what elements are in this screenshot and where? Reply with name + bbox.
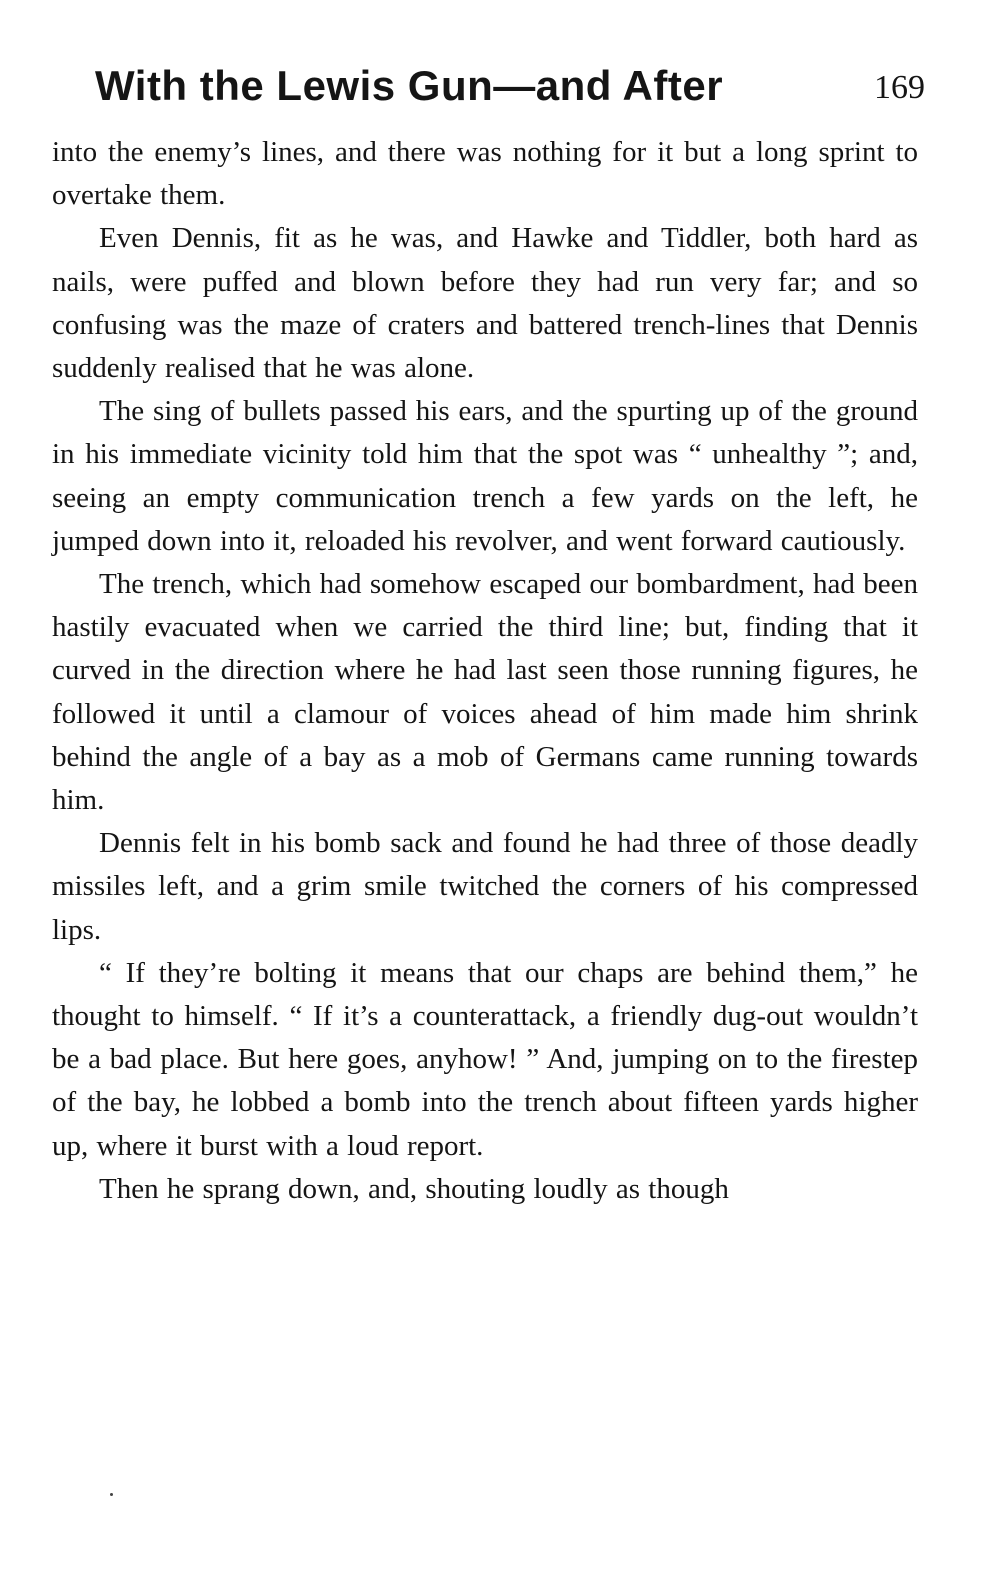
page-number: 169 (874, 69, 925, 106)
body-text (52, 131, 918, 1211)
ink-speck (110, 1493, 113, 1496)
paragraph: The sing of bullets passed his ears, and the spurting up of the ground in his immediate vicinity told him that the spot was “ unhealthy ”; and, seeing an empty communication trench a few yards on the left, he jumped down into it, reloaded his revolver, and went forward cautiously. (52, 395, 918, 557)
paragraph-last: Then he sprang down, and, shouting loudly as though (99, 1172, 729, 1205)
paragraph-continued: into the enemy’s lines, and there was nothing for it but a long sprint to overtake them. (52, 136, 918, 212)
paragraph: The trench, which had somehow escaped our bombardment, had been hastily evacuated when we carried the third line; but, finding that it curved in the direction where he had last seen those running figures, he followed it until a clamour of voices ahead of him made him shrink behind the angle of a bay as a mob of Germans came running towards him. (52, 568, 918, 817)
paragraph: Dennis felt in his bomb sack and found he had three of those deadly missiles left, and a grim smile twitched the corners of his compressed lips. (52, 827, 918, 946)
paragraph: Even Dennis, fit as he was, and Hawke and Tiddler, both hard as nails, were puffed and blown before they had run very far; and so confusing was the maze of craters and battered trench-lines that Dennis suddenly realised that he was alone. (52, 222, 918, 385)
running-head (95, 58, 925, 118)
running-head-title: With the Lewis Gun—and After (95, 62, 724, 109)
paragraph: “ If they’re bolting it means that our chaps are behind them,” he thought to himself. “ If it’s a counterattack, a friendly dug-out wouldn’t be a bad place. But here goes, anyhow! ” And, jumping on to the firestep of the bay, he lobbed a bomb into the trench about fifteen yards higher up, where it burst with a loud report. (52, 956, 918, 1162)
